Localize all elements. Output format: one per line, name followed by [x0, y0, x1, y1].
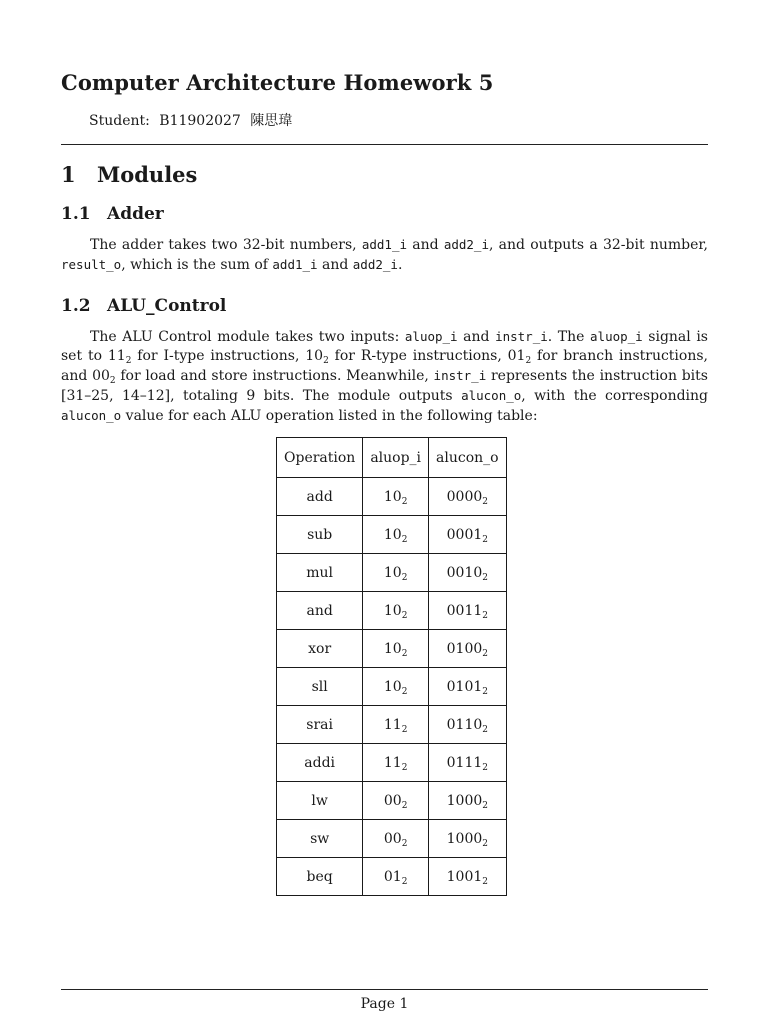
operation-cell: beq — [277, 858, 363, 896]
aluop-cell — [363, 706, 429, 744]
binary-value: 10 — [305, 348, 324, 364]
alucon-value: 0010 — [446, 564, 483, 581]
binary-value: 11 — [107, 348, 126, 364]
aluop-value: 10 — [383, 602, 402, 619]
text-run: for branch instructions, and — [61, 348, 708, 384]
alucon-cell — [429, 592, 507, 630]
table-row — [277, 668, 507, 706]
document-title: Computer Architecture Homework 5 — [61, 70, 494, 95]
base-subscript: 2 — [482, 648, 488, 659]
table-header-row — [277, 438, 507, 478]
alucon-value: 0011 — [446, 602, 483, 619]
aluop-value: 10 — [383, 678, 402, 695]
subsection-heading-adder — [61, 204, 164, 224]
operation-cell: add — [277, 478, 363, 516]
base-subscript: 2 — [401, 876, 408, 887]
adder-paragraph — [61, 235, 708, 275]
alucon-value: 0100 — [446, 640, 483, 657]
base-subscript: 2 — [401, 762, 408, 773]
subsection-title: Adder — [107, 204, 164, 224]
text-run: . — [397, 257, 403, 273]
base-subscript: 2 — [401, 610, 408, 621]
base-subscript: 2 — [125, 356, 132, 366]
operation-cell: sll — [277, 668, 363, 706]
header-operation: Operation — [277, 438, 363, 478]
alucon-cell — [429, 858, 507, 896]
aluop-cell — [363, 858, 429, 896]
aluop-cell — [363, 554, 429, 592]
aluop-value: 00 — [383, 830, 402, 847]
base-subscript: 2 — [323, 356, 329, 366]
subsection-number: 1.2 — [61, 296, 91, 316]
base-subscript: 2 — [401, 572, 408, 583]
base-subscript: 2 — [482, 572, 488, 583]
aluop-cell — [363, 744, 429, 782]
operation-cell: addi — [277, 744, 363, 782]
table-row — [277, 820, 507, 858]
aluop-cell — [363, 516, 429, 554]
text-run: . The — [547, 329, 591, 345]
base-subscript: 2 — [401, 800, 408, 811]
alucon-cell — [429, 630, 507, 668]
base-subscript: 2 — [482, 534, 488, 545]
aluop-cell — [363, 478, 429, 516]
header-aluop-i: aluop_i — [363, 438, 429, 478]
aluop-value: 10 — [383, 488, 402, 505]
operation-cell: and — [277, 592, 363, 630]
student-label: Student: — [89, 113, 150, 129]
alucon-value: 0001 — [446, 526, 483, 543]
code-instr-i: instr_i — [433, 368, 487, 383]
code-instr-i: instr_i — [495, 329, 548, 344]
text-run: , with the corresponding — [521, 388, 709, 404]
header-alucon-o: alucon_o — [429, 438, 507, 478]
base-subscript: 2 — [482, 724, 488, 735]
table-row — [277, 592, 507, 630]
aluop-value: 10 — [383, 526, 402, 543]
aluop-cell — [363, 668, 429, 706]
table-row — [277, 858, 507, 896]
aluop-value: 10 — [383, 640, 402, 657]
base-subscript: 2 — [401, 534, 408, 545]
subsection-heading-alu-control — [61, 296, 226, 316]
base-subscript: 2 — [482, 876, 488, 887]
base-subscript: 2 — [401, 496, 408, 507]
code-add2-i: add2_i — [352, 257, 398, 272]
text-run: and — [317, 257, 353, 273]
alucon-value: 1000 — [446, 830, 483, 847]
aluop-value: 11 — [383, 716, 402, 733]
code-add2-i: add2_i — [443, 237, 489, 252]
document-page — [61, 0, 708, 1024]
binary-value: 00 — [92, 368, 110, 384]
alucon-cell — [429, 668, 507, 706]
code-alucon-o: alucon_o — [61, 408, 122, 423]
alucon-cell — [429, 516, 507, 554]
operation-cell: xor — [277, 630, 363, 668]
table-row — [277, 706, 507, 744]
text-run: for load and store instructions. Meanwhile, — [115, 368, 434, 384]
alu-control-paragraph — [61, 327, 708, 426]
student-line — [89, 110, 297, 130]
table-row — [277, 744, 507, 782]
aluop-value: 01 — [383, 868, 402, 885]
code-add1-i: add1_i — [272, 257, 318, 272]
operation-cell: mul — [277, 554, 363, 592]
text-run: and — [457, 329, 496, 345]
text-run: , and outputs a 32-bit number, — [488, 237, 708, 253]
operation-cell: sw — [277, 820, 363, 858]
table-row — [277, 516, 507, 554]
alucon-value: 0101 — [446, 678, 483, 695]
section-number: 1 — [61, 162, 76, 187]
table-row — [277, 554, 507, 592]
alucon-cell — [429, 782, 507, 820]
aluop-value: 11 — [383, 754, 402, 771]
alucon-value: 0110 — [446, 716, 483, 733]
aluop-cell — [363, 630, 429, 668]
aluop-cell — [363, 820, 429, 858]
base-subscript: 2 — [482, 496, 488, 507]
aluop-value: 00 — [383, 792, 402, 809]
text-run: The ALU Control module takes two inputs: — [90, 329, 405, 345]
student-name: 陳思瑋 — [250, 113, 293, 129]
alucon-cell — [429, 744, 507, 782]
base-subscript: 2 — [401, 648, 408, 659]
base-subscript: 2 — [482, 838, 488, 849]
table-body — [277, 478, 507, 896]
text-run: The adder takes two 32-bit numbers, — [90, 237, 362, 253]
base-subscript: 2 — [482, 686, 488, 697]
text-run: and — [407, 237, 444, 253]
operation-cell: srai — [277, 706, 363, 744]
text-run: for I-type instructions, — [131, 348, 306, 364]
code-add1-i: add1_i — [361, 237, 407, 252]
alucon-cell — [429, 706, 507, 744]
footer-rule — [61, 989, 708, 990]
code-result-o: result_o — [61, 257, 122, 272]
subsection-number: 1.1 — [61, 204, 91, 224]
base-subscript: 2 — [525, 356, 532, 366]
header-rule — [61, 144, 708, 145]
alu-control-table — [276, 437, 507, 896]
table-row — [277, 782, 507, 820]
code-alucon-o: alucon_o — [461, 388, 522, 403]
text-run: signal is set to — [61, 329, 708, 364]
text-run: value for each ALU operation listed in the following table: — [121, 408, 538, 424]
operation-cell: sub — [277, 516, 363, 554]
base-subscript: 2 — [401, 838, 408, 849]
text-run: for R-type instructions, — [328, 348, 508, 364]
base-subscript: 2 — [109, 376, 116, 386]
alucon-cell — [429, 820, 507, 858]
code-aluop-i: aluop_i — [404, 329, 458, 344]
alucon-value: 0000 — [446, 488, 483, 505]
alucon-value: 1000 — [446, 792, 483, 809]
section-title: Modules — [97, 162, 198, 187]
base-subscript: 2 — [401, 724, 408, 735]
operation-cell: lw — [277, 782, 363, 820]
binary-value: 01 — [507, 348, 526, 364]
base-subscript: 2 — [482, 800, 488, 811]
alucon-value: 0111 — [446, 754, 483, 771]
student-id: B11902027 — [159, 113, 241, 129]
code-aluop-i: aluop_i — [590, 329, 643, 344]
table-row — [277, 478, 507, 516]
text-run: , which is the sum of — [121, 257, 273, 273]
alucon-value: 1001 — [446, 868, 483, 885]
aluop-cell — [363, 782, 429, 820]
aluop-value: 10 — [383, 564, 402, 581]
base-subscript: 2 — [482, 762, 488, 773]
base-subscript: 2 — [401, 686, 408, 697]
base-subscript: 2 — [482, 610, 488, 621]
aluop-cell — [363, 592, 429, 630]
page-number: Page 1 — [360, 996, 409, 1012]
alucon-cell — [429, 478, 507, 516]
subsection-title: ALU_Control — [107, 296, 227, 316]
table-row — [277, 630, 507, 668]
text-run: represents the instruction bits [31–25, 14–12], totaling 9 bits. The module outputs — [61, 368, 708, 404]
alucon-cell — [429, 554, 507, 592]
section-heading-modules — [61, 162, 197, 187]
